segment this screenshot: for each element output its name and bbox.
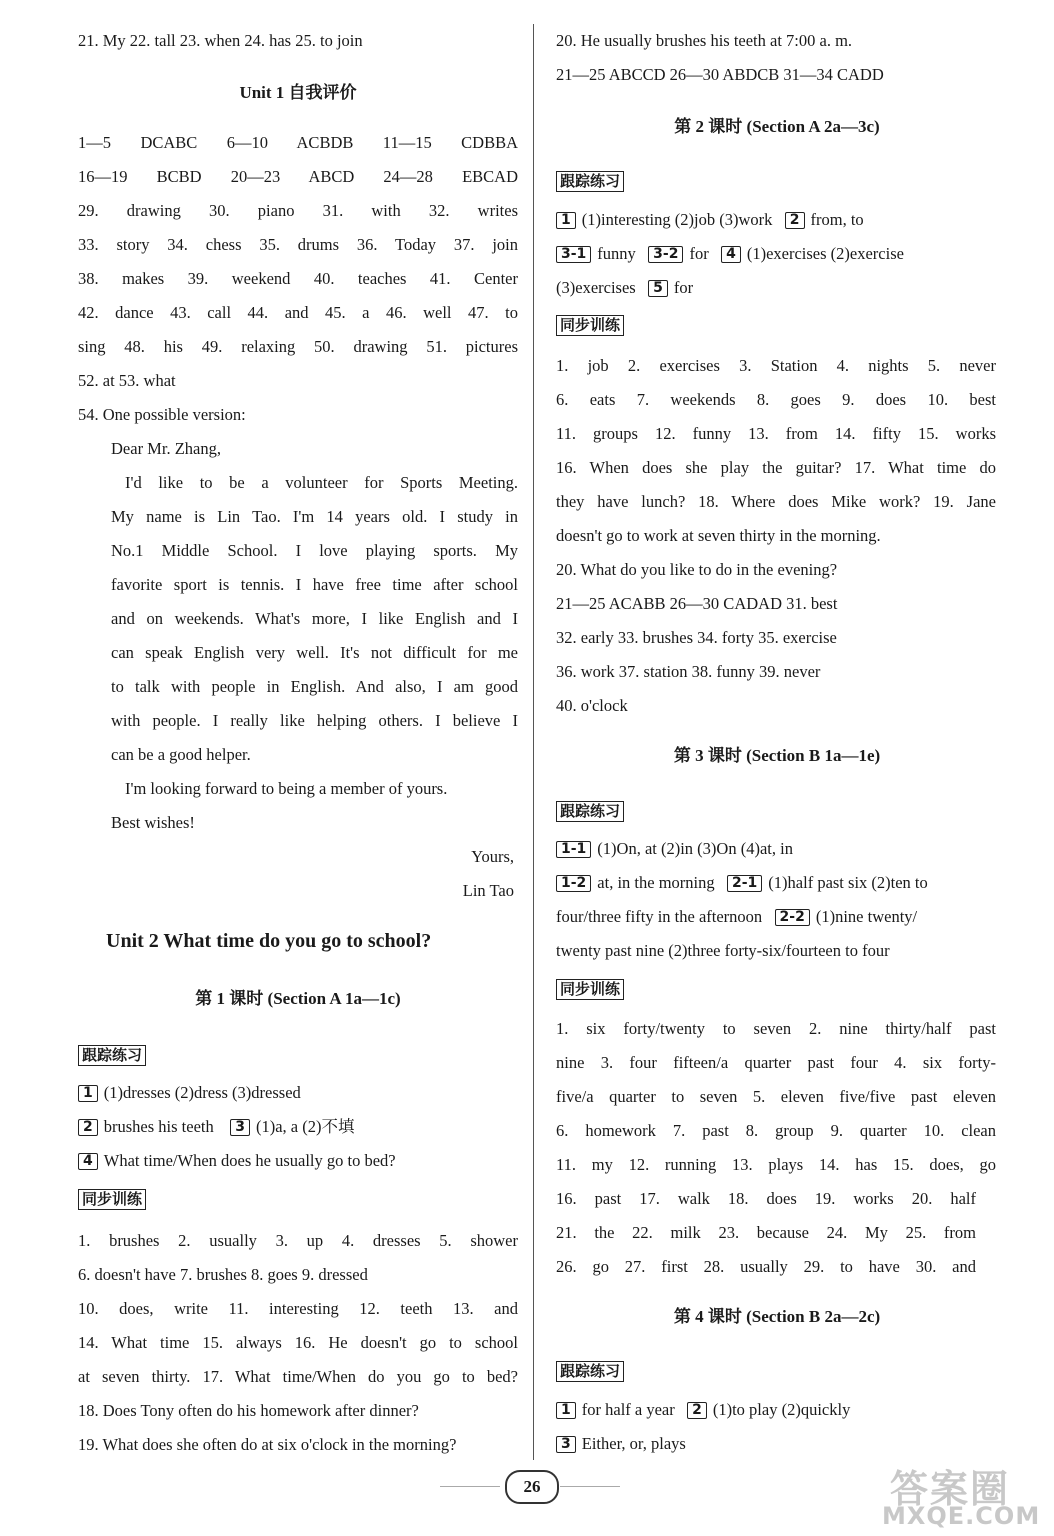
answer-line: 21. My 22. tall 23. when 24. has 25. to join (78, 31, 363, 50)
answer-line: 16. When does she play the guitar? 17. What time do (556, 458, 996, 477)
tag-sync-training (556, 978, 624, 1000)
tag-tracking-practice (556, 1360, 624, 1382)
question-number-box: 3-1 (556, 246, 591, 263)
question-number-box: 4 (78, 1153, 98, 1170)
answer-text: (1)dresses (2)dress (3)dressed (103, 1083, 301, 1102)
answer-line: 10. does, write 11. interesting 12. teeth 13. and (78, 1299, 518, 1318)
answer-line: at seven thirty. 17. What time/When do you go to bed? (78, 1367, 518, 1386)
letter-line: with people. I really like helping others. I believe I (111, 711, 518, 730)
question-number-box: 1-2 (556, 875, 591, 892)
page-number-rule-left (440, 1486, 500, 1487)
tag-label: 同步训练 (78, 1189, 146, 1210)
answer-line: 21. the 22. milk 23. because 24. My 25. from (556, 1223, 976, 1242)
question-number-box: 1 (556, 212, 576, 229)
answer-line: 6. homework 7. past 8. group 9. quarter 10. clean (556, 1121, 996, 1140)
answer-line: twenty past nine (2)three forty-six/fourteen to four (556, 941, 890, 960)
answer-text: funny (597, 244, 636, 263)
answer-line: 21—25 ACABB 26—30 CADAD 31. best (556, 594, 838, 613)
answer-line: 36. work 37. station 38. funny 39. never (556, 662, 821, 681)
answer-line (556, 872, 928, 894)
answer-line: 16—19 BCBD 20—23 ABCD 24—28 EBCAD (78, 167, 518, 186)
answer-text: What time/When does he usually go to bed? (103, 1151, 396, 1170)
answer-line: 20. What do you like to do in the evening? (556, 560, 838, 579)
letter-line: to talk with people in English. And also, I am good (111, 677, 518, 696)
answer-line (556, 1399, 850, 1421)
answer-line (78, 1150, 396, 1172)
answer-text: (1)interesting (2)job (3)work (581, 210, 773, 229)
answer-line: 11. groups 12. funny 13. from 14. fifty 15. works (556, 424, 996, 443)
answer-line: 18. Does Tony often do his homework after dinner? (78, 1401, 419, 1420)
answer-text: for (689, 244, 709, 263)
answer-line: 6. doesn't have 7. brushes 8. goes 9. dressed (78, 1265, 368, 1284)
answer-line (556, 1433, 686, 1455)
answer-line (78, 1082, 301, 1104)
letter-closing: Yours, (471, 847, 514, 866)
question-number-box: 4 (721, 246, 741, 263)
answer-line: 42. dance 43. call 44. and 45. a 46. well 47. to (78, 303, 518, 322)
answer-text: (1)nine twenty/ (815, 907, 918, 926)
letter-line: can speak English very well. It's not difficult for me (111, 643, 518, 662)
answer-line: 21—25 ABCCD 26—30 ABDCB 31—34 CADD (556, 65, 884, 84)
tag-label: 跟踪练习 (78, 1045, 146, 1066)
answer-line (556, 243, 904, 265)
letter-line: No.1 Middle School. I love playing sports. My (111, 541, 518, 560)
answer-line: doesn't go to work at seven thirty in the morning. (556, 526, 881, 545)
question-number-box: 3 (230, 1119, 250, 1136)
answer-line: they have lunch? 18. Where does Mike work? 19. Jane (556, 492, 996, 511)
question-number-box: 3 (556, 1436, 576, 1453)
answer-line: five/a quarter to seven 5. eleven five/five past eleven (556, 1087, 996, 1106)
tag-label: 跟踪练习 (556, 1361, 624, 1382)
answer-line: 1. brushes 2. usually 3. up 4. dresses 5. shower (78, 1231, 518, 1250)
lesson2-heading: 第 2 课时 (Section A 2a—3c) (674, 117, 880, 136)
answer-line: 54. One possible version: (78, 405, 246, 424)
lesson4-heading: 第 4 课时 (Section B 2a—2c) (673, 1307, 881, 1326)
answer-line: 40. o'clock (556, 696, 628, 715)
tag-label: 跟踪练习 (556, 801, 624, 822)
answer-line: 20. He usually brushes his teeth at 7:00 a. m. (556, 31, 853, 50)
tag-tracking-practice (556, 170, 624, 192)
answer-text: at, in the morning (597, 873, 715, 892)
answer-line: sing 48. his 49. relaxing 50. drawing 51. pictures (78, 337, 518, 356)
tag-sync-training (78, 1188, 146, 1210)
answer-text: (1)On, at (2)in (3)On (4)at, in (597, 839, 793, 858)
question-number-box: 2 (78, 1119, 98, 1136)
letter-line: I'm looking forward to being a member of yours. (125, 779, 448, 798)
answer-line: 14. What time 15. always 16. He doesn't go to school (78, 1333, 518, 1352)
question-number-box: 5 (648, 280, 668, 297)
tag-tracking-practice (556, 800, 624, 822)
watermark-text: 答案圈 (890, 1467, 1011, 1511)
answer-line: nine 3. four fifteen/a quarter past four 4. six forty- (556, 1053, 996, 1072)
question-number-box: 2 (687, 1402, 707, 1419)
answer-text: for half a year (581, 1400, 675, 1419)
page-number: 26 (505, 1470, 559, 1504)
letter-line: can be a good helper. (111, 745, 251, 764)
answer-line: 11. my 12. running 13. plays 14. has 15. does, go (556, 1155, 996, 1174)
answer-text: brushes his teeth (103, 1117, 214, 1136)
answer-text: for (673, 278, 694, 297)
question-number-box: 2-1 (727, 875, 762, 892)
question-number-box: 2-2 (775, 909, 810, 926)
answer-line: 38. makes 39. weekend 40. teaches 41. Center (78, 269, 518, 288)
tag-tracking-practice (78, 1044, 146, 1066)
tag-label: 同步训练 (556, 315, 624, 336)
page-number-rule-right (560, 1486, 620, 1487)
question-number-box: 1 (78, 1085, 98, 1102)
answer-text: four/three fifty in the afternoon (556, 907, 763, 926)
answer-line: 32. early 33. brushes 34. forty 35. exercise (556, 628, 837, 647)
letter-signature-name: Lin Tao (462, 881, 514, 900)
answer-line: 29. drawing 30. piano 31. with 32. writes (78, 201, 518, 220)
answer-text: (1)a, a (2)不填 (255, 1117, 355, 1136)
answer-text: from, to (810, 210, 864, 229)
letter-salutation: Dear Mr. Zhang, (111, 439, 221, 458)
answer-line: 1. six forty/twenty to seven 2. nine thirty/half past (556, 1019, 996, 1038)
answer-line: 16. past 17. walk 18. does 19. works 20. half (556, 1189, 976, 1208)
answer-line (556, 209, 864, 231)
tag-sync-training (556, 314, 624, 336)
lesson3-heading: 第 3 课时 (Section B 1a—1e) (673, 746, 881, 765)
unit2-title: Unit 2 What time do you go to school? (106, 930, 432, 952)
question-number-box: 1 (556, 1402, 576, 1419)
lesson1-heading: 第 1 课时 (Section A 1a—1c) (195, 989, 401, 1008)
answer-line (556, 906, 917, 928)
letter-line: My name is Lin Tao. I'm 14 years old. I study in (111, 507, 518, 526)
answer-text: (1)half past six (2)ten to (768, 873, 928, 892)
tag-label: 跟踪练习 (556, 171, 624, 192)
answer-text: Either, or, plays (581, 1434, 686, 1453)
answer-line: 6. eats 7. weekends 8. goes 9. does 10. best (556, 390, 996, 409)
question-number-box: 1-1 (556, 841, 591, 858)
answer-text: (3)exercises (556, 278, 636, 297)
answer-line: 26. go 27. first 28. usually 29. to have 30. and (556, 1257, 976, 1276)
letter-line: I'd like to be a volunteer for Sports Meeting. (125, 473, 518, 492)
column-divider (533, 24, 534, 1460)
letter-line: Best wishes! (111, 813, 195, 832)
watermark-logo (868, 1458, 1048, 1532)
answer-line (556, 277, 693, 299)
letter-line: and on weekends. What's more, I like English and I (111, 609, 518, 628)
answer-text: (1)to play (2)quickly (712, 1400, 851, 1419)
answer-line: 1. job 2. exercises 3. Station 4. nights 5. never (556, 356, 996, 375)
section-heading-unit1-review: Unit 1 自我评价 (239, 83, 357, 102)
watermark-url: MXQE.COM (882, 1502, 1041, 1530)
answer-line: 19. What does she often do at six o'clock in the morning? (78, 1435, 457, 1454)
answer-line: 33. story 34. chess 35. drums 36. Today 37. join (78, 235, 518, 254)
answer-line (556, 838, 793, 860)
answer-line: 1—5 DCABC 6—10 ACBDB 11—15 CDBBA (78, 133, 518, 152)
answer-line (78, 1116, 355, 1138)
letter-line: favorite sport is tennis. I have free time after school (111, 575, 518, 594)
tag-label: 同步训练 (556, 979, 624, 1000)
question-number-box: 3-2 (648, 246, 683, 263)
answer-text: (1)exercises (2)exercise (746, 244, 904, 263)
answer-line: 52. at 53. what (78, 371, 176, 390)
question-number-box: 2 (785, 212, 805, 229)
